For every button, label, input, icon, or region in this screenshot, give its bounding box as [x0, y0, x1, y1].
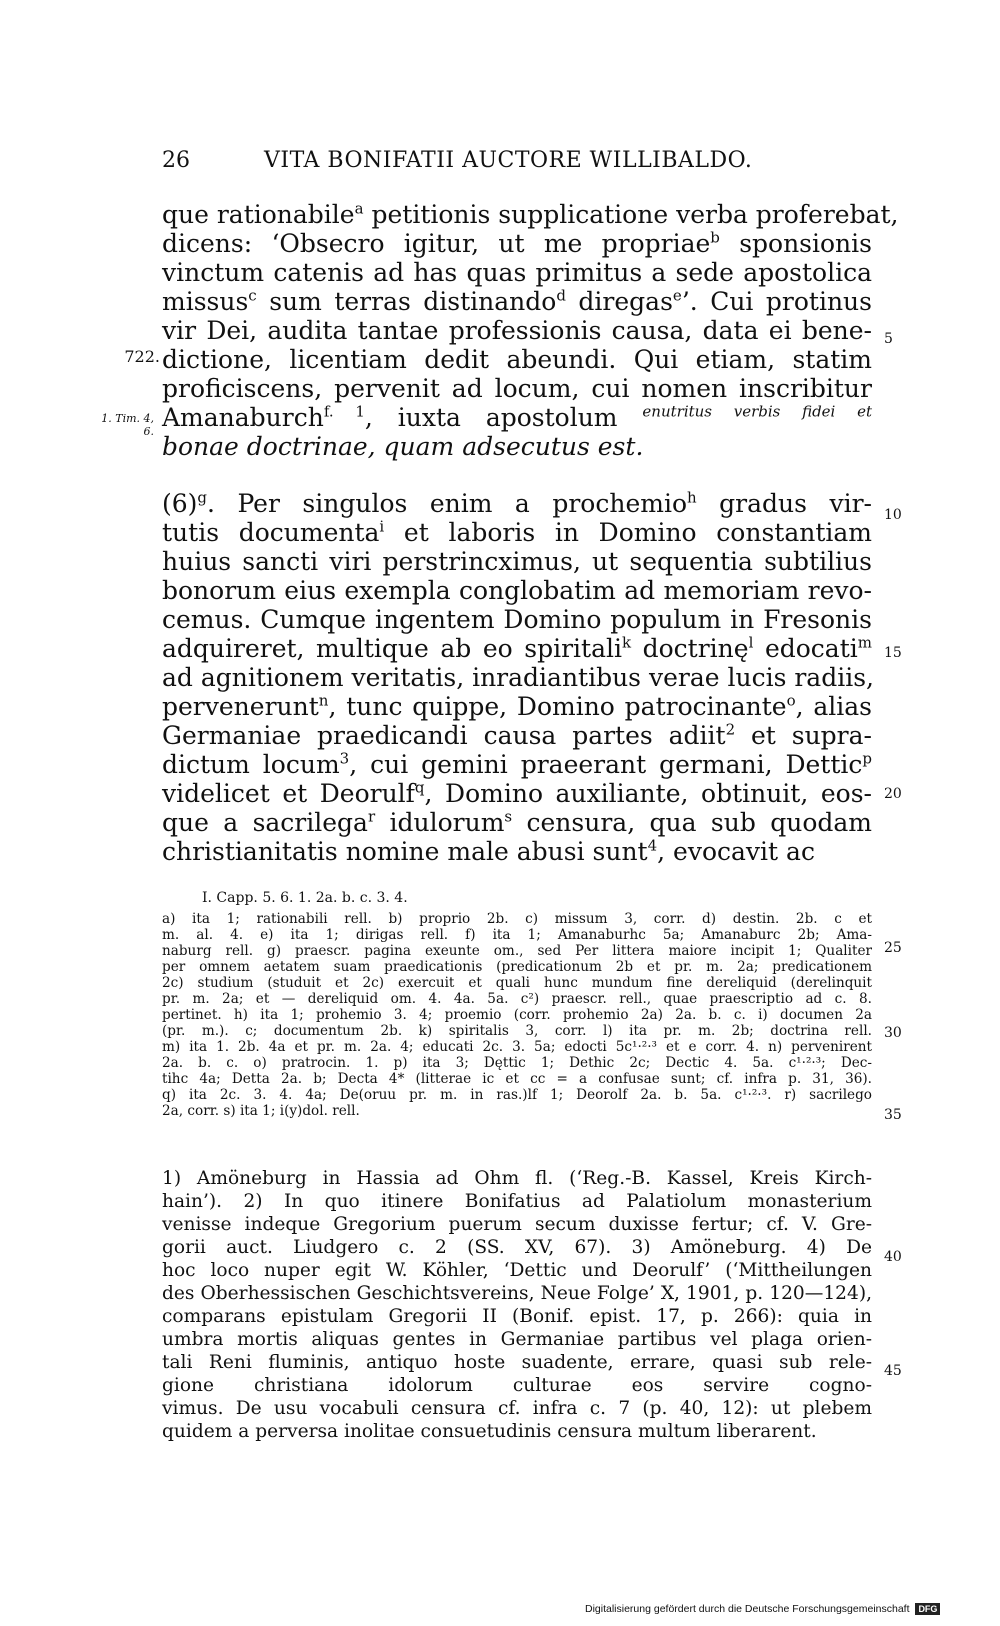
margin-reference: 1. Tim. 4, 6.: [101, 412, 154, 438]
footnote-marker: q: [414, 778, 425, 797]
apparatus-line: pr. m. 2a; et — dereliquid om. 4. 4a. 5a. c²) praescr. rell., quae praescriptio ad c. 8.: [162, 991, 872, 1007]
critical-apparatus: [162, 911, 872, 1131]
text-segment: que a sacrilega: [162, 808, 368, 837]
line-number: 45: [884, 1363, 902, 1379]
text-segment: vinctum catenis ad has quas primitus a sede apostolica: [162, 258, 872, 287]
footnote-marker: f. 1: [323, 402, 365, 421]
note-line: tali Reni fluminis, antiquo hoste suadente, errare, quasi sub rele-: [162, 1352, 872, 1373]
text-segment: , tunc quippe, Domino patrocinante: [328, 692, 787, 721]
text-line: [162, 605, 872, 634]
footnote-marker: n: [318, 691, 329, 710]
footnote-marker: a: [354, 199, 364, 218]
text-segment: bonorum eius exempla conglobatim ad memoriam revo-: [162, 576, 872, 605]
footer: [585, 1603, 940, 1615]
page-number: 26: [162, 148, 190, 173]
apparatus-line: naburg rell. g) praescr. pagina exeunte om., sed Per littera maiore incipit 1; Qualiter: [162, 943, 872, 959]
text-line: [162, 374, 872, 403]
text-segment: gradus vir-: [696, 489, 872, 518]
text-segment: , cui gemini praeerant germani, Dettic: [349, 750, 863, 779]
footnote-marker: g: [197, 488, 208, 507]
footnote-marker: d: [556, 286, 566, 305]
note-line: comparans epistulam Gregorii II (Bonif. epist. 17, p. 266): quia in: [162, 1306, 872, 1327]
text-line: [162, 287, 872, 316]
footnote-marker: m: [857, 633, 872, 652]
text-segment: pervenerunt: [162, 692, 319, 721]
text-line: [162, 750, 872, 779]
note-line: venisse indeque Gregorium puerum secum duxisse fertur; cf. V. Gre-: [162, 1214, 872, 1235]
footnote-marker: i: [379, 517, 385, 536]
text-segment: huius sancti viri perstrincximus, ut sequentia subtilius: [162, 547, 872, 576]
text-segment: ’. Cui protinus: [681, 287, 872, 316]
note-line: quidem a perversa inolitae consuetudinis censura multum liberarent.: [162, 1421, 817, 1442]
text-segment: , iuxta apostolum: [364, 403, 643, 432]
text-segment: dictione, licentiam dedit abeundi. Qui etiam, statim: [162, 345, 872, 374]
text-segment: dictum locum: [162, 750, 340, 779]
apparatus-line: (pr. m.). c; documentum 2b. k) spiritalis 3, corr. l) ita pr. m. 2b; doctrina rell.: [162, 1023, 872, 1039]
text-segment: bonae doctrinae, quam adsecutus est.: [162, 432, 644, 461]
text-segment: sponsionis: [719, 229, 872, 258]
running-title: VITA BONIFATII AUCTORE WILLIBALDO.: [264, 148, 753, 173]
footnote-marker: e: [672, 286, 682, 305]
apparatus-line: q) ita 2c. 3. 4. 4a; De(oruu pr. m. in ras.)lf 1; Deorolf 2a. b. 5a. c¹·²·³. r) sacrilego: [162, 1087, 872, 1103]
footnote-marker: 2: [725, 720, 736, 739]
footnote-marker: p: [862, 749, 873, 768]
text-segment: sum terras distinando: [256, 287, 557, 316]
text-segment: Amanaburch: [162, 403, 324, 432]
text-line: [162, 576, 872, 605]
footnote-marker: s: [504, 807, 513, 826]
text-line: [162, 721, 872, 750]
text-segment: doctrinę: [631, 634, 749, 663]
line-number: 25: [884, 940, 902, 956]
text-segment: , evocavit ac: [657, 837, 815, 866]
text-line: [162, 692, 872, 721]
text-segment: dicens: ‘Obsecro igitur, ut me propriae: [162, 229, 711, 258]
text-line: [162, 229, 872, 258]
apparatus-line: tihc 4a; Detta 2a. b; Decta 4* (litterae ic et cc = a confusae sunt; cf. infra p. 31, 36).: [162, 1071, 872, 1087]
explanatory-notes: [162, 1167, 872, 1457]
note-line: umbra mortis aliquas gentes in Germaniae partibus vel plaga orien-: [162, 1329, 872, 1350]
text-segment: , alias: [795, 692, 872, 721]
text-segment: que rationabile: [162, 200, 355, 229]
text-segment: et supra-: [735, 721, 872, 750]
text-segment: missus: [162, 287, 249, 316]
text-line: [162, 432, 872, 461]
text-line: [162, 403, 872, 432]
note-line: des Oberhessischen Geschichtsvereins, Neue Folge’ X, 1901, p. 120—124),: [162, 1283, 872, 1304]
apparatus-line: m. al. 4. e) ita 1; dirigas rell. f) ita 1; Amanaburhc 5a; Amanaburc 2b; Ama-: [162, 927, 872, 943]
line-number: 30: [884, 1025, 902, 1041]
text-segment: ad agnitionem veritatis, inradiantibus verae lucis radiis,: [162, 663, 874, 692]
text-line: [162, 518, 872, 547]
text-line: [162, 345, 872, 374]
note-line: vimus. De usu vocabuli censura cf. infra c. 7 (p. 40, 12): ut plebem: [162, 1398, 872, 1419]
apparatus-line: 2a. b. c. o) pratrocin. 1. p) ita 3; Dęttic 1; Dethic 2c; Dectic 4. 5a. c¹·²·³; Dec-: [162, 1055, 872, 1071]
footnote-marker: 4: [647, 836, 658, 855]
text-line: [162, 779, 872, 808]
text-segment: proficiscens, pervenit ad locum, cui nomen inscribitur: [162, 374, 872, 403]
text-line: [162, 316, 872, 345]
text-line: [162, 489, 872, 518]
line-number: 35: [884, 1107, 902, 1123]
text-segment: christianitatis nomine male abusi sunt: [162, 837, 648, 866]
text-segment: , Domino auxiliante, obtinuit, eos-: [424, 779, 872, 808]
text-line: [162, 547, 872, 576]
footnote-marker: k: [621, 633, 632, 652]
text-segment: edocati: [753, 634, 858, 663]
note-line: 1) Amöneburg in Hassia ad Ohm fl. (‘Reg.-B. Kassel, Kreis Kirch-: [162, 1168, 872, 1189]
apparatus-line: per omnem aetatem suam praedicationis (predicationum 2b et pr. m. 2a; predicationem: [162, 959, 872, 975]
footnote-marker: r: [367, 807, 376, 826]
line-number: 5: [884, 331, 893, 347]
text-segment: et laboris in Domino constantiam: [384, 518, 872, 547]
footnote-marker: b: [710, 228, 720, 247]
note-line: hain’). 2) In quo itinere Bonifatius ad Palatiolum monasterium: [162, 1191, 872, 1212]
text-segment: adquireret, multique ab eo spiritali: [162, 634, 622, 663]
text-line: [162, 663, 872, 692]
apparatus-line: 2a, corr. s) ita 1; i(y)dol. rell.: [162, 1103, 360, 1119]
footer-text: Digitalisierung gefördert durch die Deutsche Forschungsgemeinschaft: [585, 1603, 910, 1615]
text-segment: cemus. Cumque ingentem Domino populum in Fresonis: [162, 605, 872, 634]
note-line: hoc loco nuper egit W. Köhler, ‘Dettic und Deorulf’ (‘Mittheilungen: [162, 1260, 872, 1281]
sources-line: I. Capp. 5. 6. 1. 2a. b. c. 3. 4.: [202, 890, 408, 906]
margin-year: 722.: [124, 347, 160, 366]
footnote-marker: 3: [339, 749, 350, 768]
text-line: [162, 808, 872, 837]
text-line: [162, 634, 872, 663]
footnote-marker: c: [248, 286, 257, 305]
text-line: [162, 837, 872, 866]
apparatus-line: 2c) studium (studuit et 2c) exercuit et quali hunc mundum fine dereliquid (derelinquit: [162, 975, 872, 991]
line-number: 40: [884, 1249, 902, 1265]
text-line: [162, 258, 872, 287]
line-number: 20: [884, 786, 902, 802]
apparatus-line: a) ita 1; rationabili rell. b) proprio 2b. c) missum 3, corr. d) destin. 2b. c et: [162, 911, 872, 927]
footnote-marker: h: [687, 488, 697, 507]
text-line: [162, 199, 899, 229]
text-segment: censura, qua sub quodam: [512, 808, 872, 837]
text-segment: diregas: [565, 287, 673, 316]
note-line: gorii auct. Liudgero c. 2 (SS. XV, 67). 3) Amöneburg. 4) De: [162, 1237, 872, 1258]
footnote-marker: o: [786, 691, 796, 710]
footnote-marker: l: [748, 633, 754, 652]
apparatus-line: m) ita 1. 2b. 4a et pr. m. 2a. 4; educati 2c. 3. 5a; edocti 5c¹·²·³ et e corr. 4. n) pervenirent: [162, 1039, 872, 1055]
text-segment: petitionis supplicatione verba proferebat,: [363, 200, 899, 229]
text-segment: videlicet et Deorulf: [162, 779, 415, 808]
text-segment: vir Dei, audita tantae professionis causa, data ei bene-: [162, 316, 872, 345]
dfg-logo: DFG: [915, 1603, 940, 1615]
text-segment: idulorum: [375, 808, 505, 837]
text-segment: (6): [162, 489, 198, 518]
text-segment: . Per singulos enim a prochemio: [207, 489, 687, 518]
note-line: gione christiana idolorum culturae eos servire cogno-: [162, 1375, 872, 1396]
line-number: 15: [884, 645, 902, 661]
text-segment: tutis documenta: [162, 518, 380, 547]
apparatus-line: pertinet. h) ita 1; prohemio 3. 4; proemio (corr. prohemio 2a) 2a. b. c. i) documen 2a: [162, 1007, 872, 1023]
line-number: 10: [884, 507, 902, 523]
footnote-marker: enutritus verbis fidei et: [642, 402, 872, 421]
text-segment: Germaniae praedicandi causa partes adiit: [162, 721, 726, 750]
